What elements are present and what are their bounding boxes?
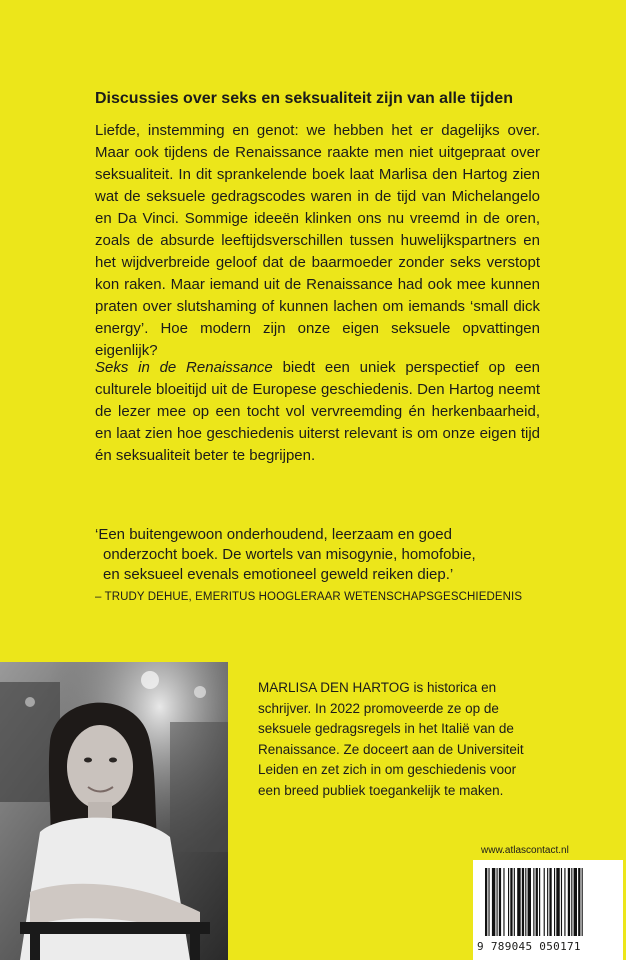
synopsis-paragraph-1: Liefde, instemming en genot: we hebben het er dagelijks over. Maar ook tijdens de Renaissance raakte men niet uitgepraat over seksualiteit. In dit sprankelende boek laat Marlisa den Hartog zien wat de seksuele gedragscodes waren in de tijd van Michelangelo en Da Vinci. Sommige ideeën klinken ons nu vreemd in de oren, zoals de absurde leeftijdsverschillen tussen huwelijkspartners en het wijdverbreide geloof dat de baarmoeder zonder seks verstopt kon raken. Maar iemand uit de Renaissance had ook mee kunnen praten over slutshaming of kunnen lachen om iemands ‘small dick energy’. Hoe modern zijn onze eigen seksuele opvattingen eigenlijk? bbox=[95, 122, 540, 359]
quote-line-3: en seksueel evenals emotioneel geweld reiken diep.’ bbox=[103, 566, 454, 583]
back-cover-heading: Discussies over seks en seksualiteit zijn van alle tijden bbox=[95, 90, 513, 107]
author-name: MARLISA DEN HARTOG bbox=[258, 680, 410, 695]
book-title-italic: Seks in de Renaissance bbox=[95, 359, 273, 376]
barcode-bars bbox=[473, 860, 623, 940]
isbn-digits: 9 789045 050171 bbox=[477, 940, 581, 953]
endorsement-quote bbox=[95, 525, 595, 607]
author-bio bbox=[258, 678, 528, 801]
synopsis-paragraph-2 bbox=[95, 357, 540, 467]
author-bio-text: is historica en schrijver. In 2022 promoveerde ze op de seksuele gedragsregels in het Italië van de Renaissance. Ze doceert aan de Universiteit Leiden en zet zich in om geschiedenis voor een breed publiek toegankelijk te maken. bbox=[258, 680, 524, 798]
author-photo bbox=[0, 662, 228, 960]
publisher-website[interactable]: www.atlascontact.nl bbox=[481, 845, 569, 856]
quote-line-2: onderzocht boek. De wortels van misogynie, homofobie, bbox=[103, 546, 476, 563]
quote-line-1: ‘Een buitengewoon onderhoudend, leerzaam en goed bbox=[95, 526, 452, 543]
quote-attribution: – TRUDY DEHUE, EMERITUS HOOGLERAAR WETENSCHAPSGESCHIEDENIS bbox=[95, 591, 523, 603]
author-photo-illustration bbox=[0, 662, 228, 960]
synopsis-paragraph-2-text: biedt een uniek perspectief op een culturele bloeitijd uit de Europese geschiedenis. Den Hartog neemt de lezer mee op een tocht vol vervreemding én herkenbaarheid, en laat zien hoe geschiedenis uiterst relevant is om onze eigen tijd én seksualiteit beter te begrijpen. bbox=[95, 359, 540, 464]
